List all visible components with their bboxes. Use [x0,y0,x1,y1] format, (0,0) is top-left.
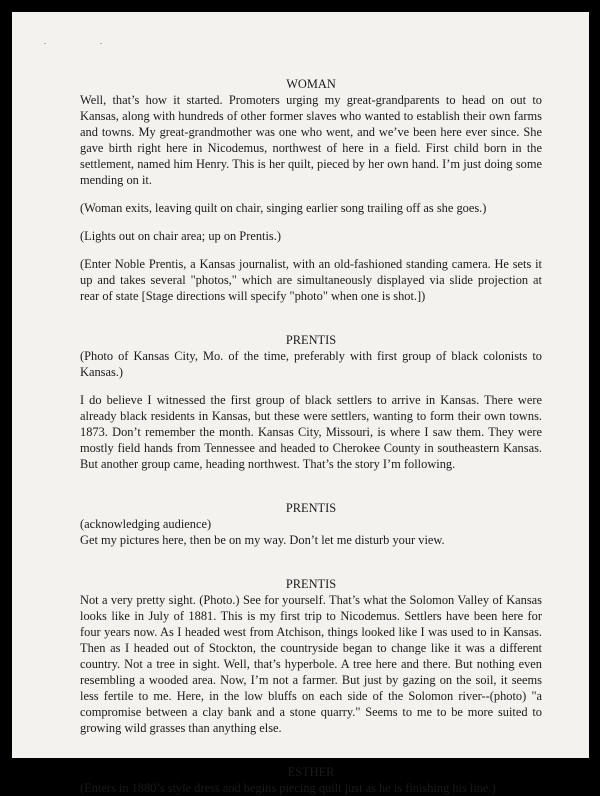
speaker-name-prentis: PRENTIS [285,577,337,591]
woman-dialogue: Well, that’s how it started. Promoters urging my great-grandparents to head on out to Kansas, along with hundreds of other former slaves who wanted to establish their own farms and towns. My great-grandmother was one who went, and we’ve been here ever since. She gave birth right here in Nicodemus, northwest of here in a field. First child born in the settlement, named him Henry. This is her quilt, pieced by her own hand. I’m just doing some mending on it. [80,93,542,187]
stage-direction: (Woman exits, leaving quilt on chair, singing earlier song trailing off as she goes.) [80,201,487,215]
speaker-name-prentis: PRENTIS [285,501,337,515]
paper-specks: . . [44,37,128,46]
script-body [80,76,542,796]
stage-direction: (Enters in 1880’s style dress and begins piecing quilt just as he is finishing his line.) [80,781,496,795]
speaker-name-prentis: PRENTIS [285,333,337,347]
prentis-dialogue: Not a very pretty sight. (Photo.) See for yourself. That’s what the Solomon Valley of Kansas looks like in July of 1881. This is my first trip to Nicodemus. Settlers have been here for four years now. As I headed west from Atchison, things looked like I was used to in Kansas. Then as I headed out of Stockton, the countryside began to change like it was a different country. Not a tree in sight. Well, that’s hyperbole. A tree here and there. But nothing even resembling a wooded area. Now, I’m not a farmer. But just by gazing on the soil, it seems less fertile to me. Here, in the low bluffs on each side of the Solomon river--(photo) "a compromise between a clay bank and a stone quarry." Seems to me to be more suited to growing wild grasses than anything else. [80,593,542,735]
stage-direction: (Photo of Kansas City, Mo. of the time, preferably with first group of black colonists to Kansas.) [80,349,542,379]
stage-direction: (acknowledging audience) [80,517,212,531]
stage-direction: (Enter Noble Prentis, a Kansas journalist, with an old-fashioned standing camera. He sets it up and takes several "photos," which are simultaneously displayed via slide projection at rear of state [Stage directions will specify "photo" when one is shot.]) [80,257,542,303]
speaker-name-esther: ESTHER [287,765,335,779]
stage-direction: (Lights out on chair area; up on Prentis.) [80,229,281,243]
prentis-dialogue: I do believe I witnessed the first group of black settlers to arrive in Kansas. There were already black residents in Kansas, but these were settlers, wanting to form their own towns. 1873. Don’t remember the month. Kansas City, Missouri, is where I saw them. They were mostly field hands from Tennessee and headed to Cherokee County in southeastern Kansas. But another group came, heading northwest. That’s the story I’m following. [80,393,542,471]
document-page [12,12,589,795]
speaker-name-woman: WOMAN [286,77,336,91]
prentis-dialogue: Get my pictures here, then be on my way. Don’t let me disturb your view. [80,533,445,547]
